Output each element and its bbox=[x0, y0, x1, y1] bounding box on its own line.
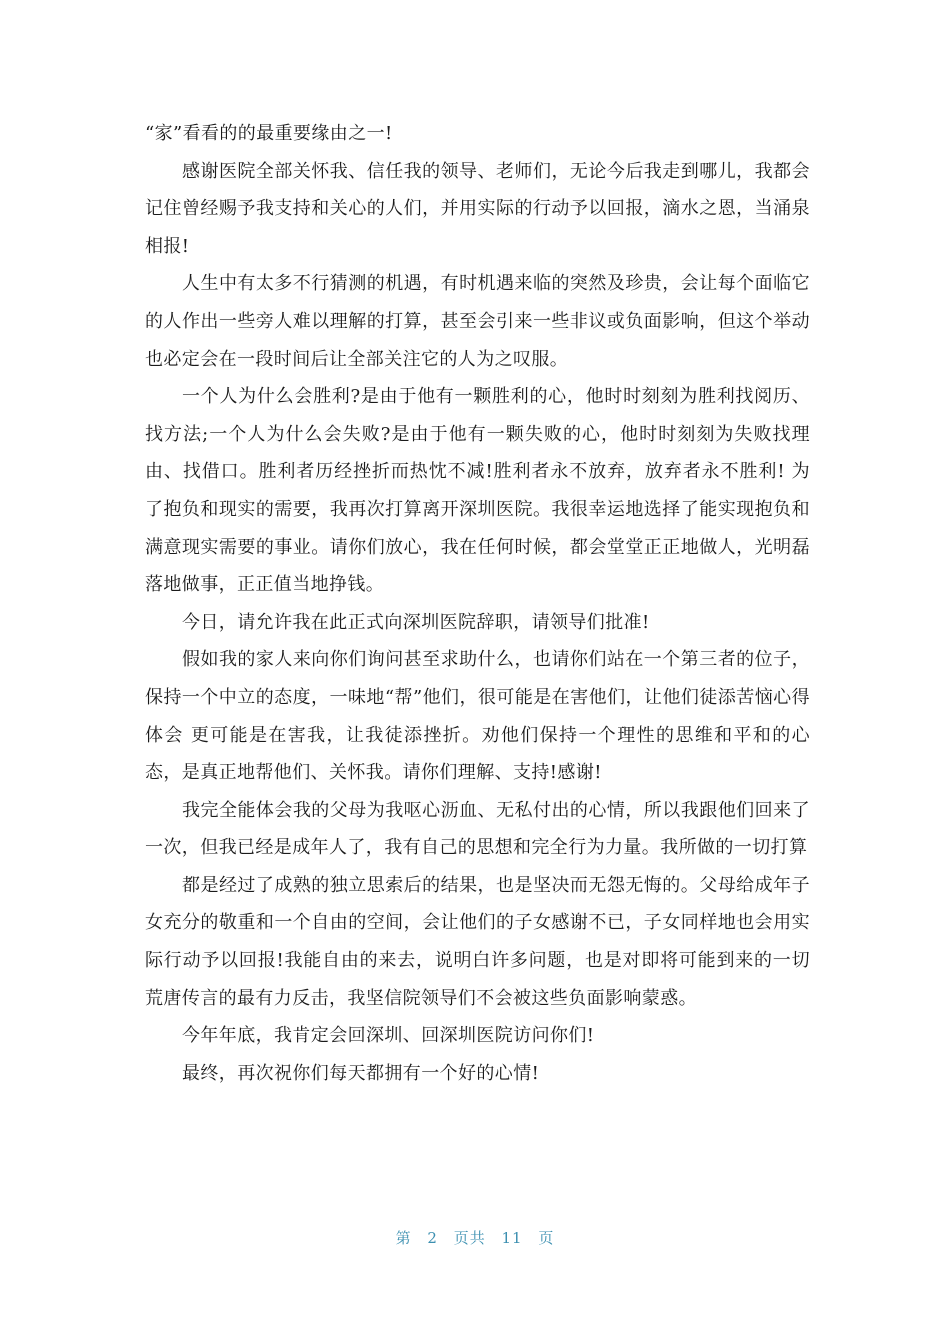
paragraph: “家”看看的的最重要缘由之一! bbox=[145, 123, 393, 144]
paragraph: 都是经过了成熟的独立思索后的结果，也是坚决而无怨无悔的。父母给成年子女充分的敬重和一个自由的空间，会让他们的子女感谢不已，子女同样地也会用实际行动予以回报!我能自由的来去，说明白许多问题，也是对即将可能到来的一切荒唐传言的最有力反击，我坚信院领导们不会被这些负面影响蒙惑。 bbox=[145, 874, 810, 1009]
paragraph: 假如我的家人来向你们询问甚至求助什么，也请你们站在一个第三者的位子，保持一个中立的态度，一味地“帮”他们，很可能是在害他们，让他们徒添苦恼心得体会 更可能是在害我，让我徒添挫折。劝他们保持一个理性的思维和平和的心态，是真正地帮他们、关怀我。请你们理解、支持!感谢! bbox=[145, 649, 810, 784]
paragraph: 感谢医院全部关怀我、信任我的领导、老师们，无论今后我走到哪儿，我都会记住曾经赐予我支持和关心的人们，并用实际的行动予以回报，滴水之恩，当涌泉相报! bbox=[145, 160, 810, 257]
paragraph: 一个人为什么会胜利?是由于他有一颗胜利的心，他时时刻刻为胜利找阅历、找方法;一个人为什么会失败?是由于他有一颗失败的心，他时时刻刻为失败找理由、找借口。胜利者历经挫折而热忱不减!胜利者永不放弃，放弃者永不胜利! 为了抱负和现实的需要，我再次打算离开深圳医院。我很幸运地选择了能实现抱负和满意现实需要的事业。请你们放心，我在任何时候，都会堂堂正正地做人，光明磊落地做事，正正值当地挣钱。 bbox=[145, 386, 810, 596]
footer-label-di: 第 bbox=[395, 1229, 412, 1247]
paragraph: 我完全能体会我的父母为我呕心沥血、无私付出的心情，所以我跟他们回来了一次，但我已经是成年人了，我有自己的思想和完全行为力量。我所做的一切打算 bbox=[145, 799, 810, 859]
footer-label-ye-gong: 页共 bbox=[453, 1229, 486, 1247]
paragraph: 今年年底，我肯定会回深圳、回深圳医院访问你们! bbox=[182, 1025, 595, 1047]
paragraph: 人生中有太多不行猜测的机遇，有时机遇来临的突然及珍贵，会让每个面临它的人作出一些旁人难以理解的打算，甚至会引来一些非议或负面影响，但这个举动也必定会在一段时间后让全部关注它的人为之叹服。 bbox=[145, 273, 810, 370]
paragraph: 今日，请允许我在此正式向深圳医院辞职，请领导们批准! bbox=[182, 611, 650, 633]
page-number-footer bbox=[0, 1227, 950, 1248]
document-body bbox=[145, 115, 810, 1092]
current-page-number: 2 bbox=[427, 1229, 438, 1247]
paragraph: 最终，再次祝你们每天都拥有一个好的心情! bbox=[182, 1062, 540, 1084]
footer-label-ye: 页 bbox=[538, 1229, 555, 1247]
total-page-count: 11 bbox=[501, 1229, 523, 1247]
